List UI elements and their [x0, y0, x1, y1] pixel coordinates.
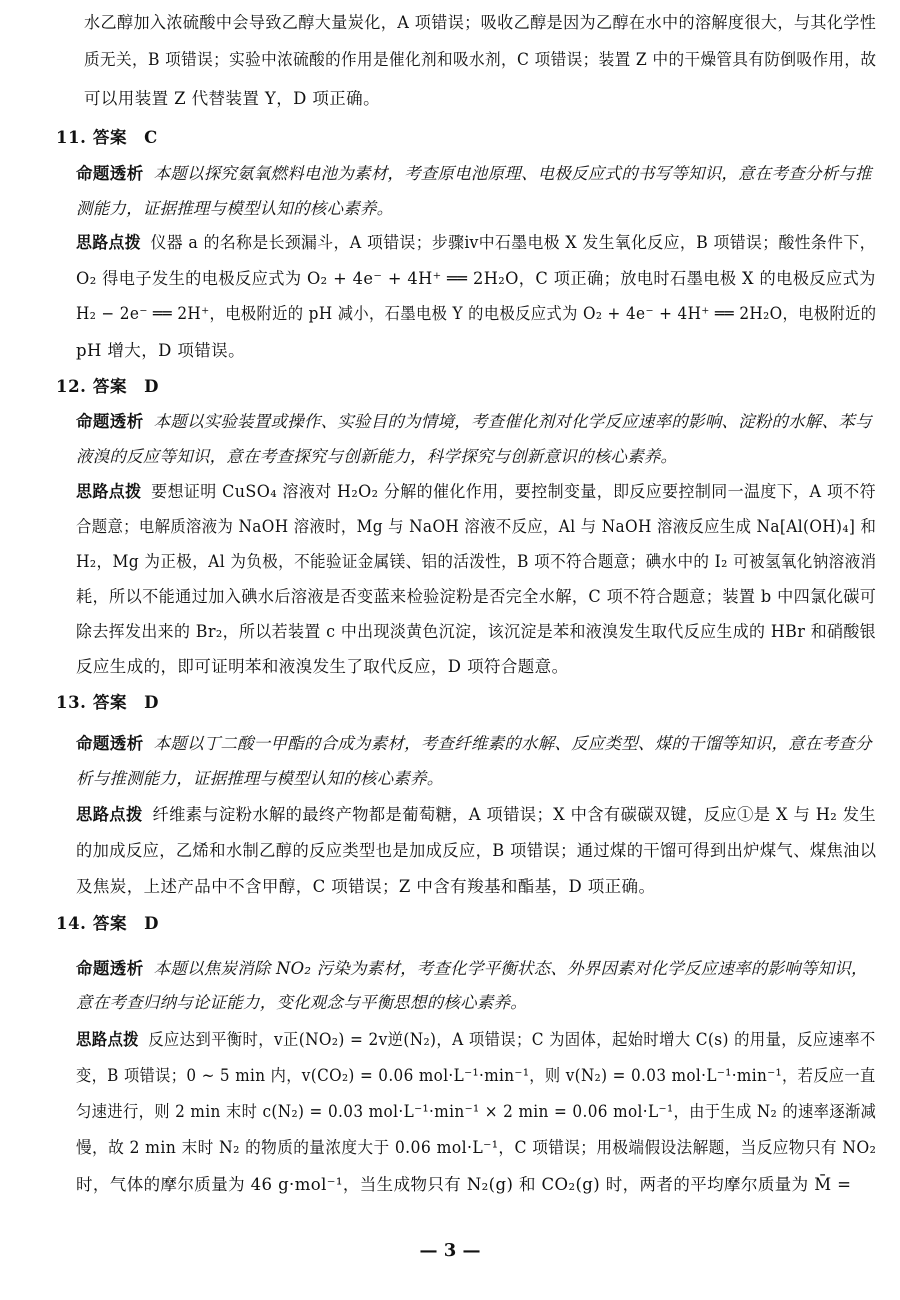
text-line: 质无关，B 项错误；实验中浓硫酸的作用是催化剂和吸水剂，C 项错误；装置 Z 中的干燥管具有防倒吸作用，故: [84, 50, 877, 69]
page-number: — 3 —: [419, 1240, 481, 1261]
answer-heading-12: 12. 答案 D: [56, 377, 160, 396]
text-line: 测能力，证据推理与模型认知的核心素养。: [76, 199, 394, 218]
text-line: 反应生成的，即可证明苯和液溴发生了取代反应，D 项符合题意。: [76, 657, 569, 676]
answer-heading-11: 11. 答案 C: [56, 128, 158, 147]
text-line: 析与推测能力，证据推理与模型认知的核心素养。: [76, 769, 444, 788]
text-line: 时，气体的摩尔质量为 46 g·mol⁻¹，当生成物只有 N₂(g) 和 CO₂(g) 时，两者的平均摩尔质量为 M̄ =: [76, 1175, 852, 1194]
text-line: 思路点拨 要想证明 CuSO₄ 溶液对 H₂O₂ 分解的催化作用，要控制变量，即反应要控制同一温度下，A 项不符: [76, 482, 876, 501]
text-line: 液溴的反应等知识，意在考查探究与创新能力，科学探究与创新意识的核心素养。: [76, 447, 678, 466]
text-line: 可以用装置 Z 代替装置 Y，D 项正确。: [84, 89, 380, 108]
text-line: 思路点拨 纤维素与淀粉水解的最终产物都是葡萄糖，A 项错误；X 中含有碳碳双键，反应①是 X 与 H₂ 发生: [76, 805, 877, 824]
text-line: O₂ 得电子发生的电极反应式为 O₂ + 4e⁻ + 4H⁺ ══ 2H₂O，C 项正确；放电时石墨电极 X 的电极反应式为: [76, 269, 876, 288]
text-line: 慢，故 2 min 末时 N₂ 的物质的量浓度大于 0.06 mol·L⁻¹，C 项错误；用极端假设法解题，当反应物只有 NO₂: [76, 1138, 877, 1157]
text-line: 的加成反应，乙烯和水制乙醇的反应类型也是加成反应，B 项错误；通过煤的干馏可得到出炉煤气、煤焦油以: [76, 841, 877, 860]
text-line: pH 增大，D 项错误。: [76, 341, 245, 360]
text-line: 命题透析 本题以丁二酸一甲酯的合成为素材，考查纤维素的水解、反应类型、煤的干馏等知识，意在考查分: [76, 734, 872, 753]
text-line: 意在考查归纳与论证能力，变化观念与平衡思想的核心素养。: [76, 993, 527, 1012]
text-line: 及焦炭，上述产品中不含甲醇，C 项错误；Z 中含有羧基和酯基，D 项正确。: [76, 877, 656, 896]
text-line: 匀速进行，则 2 min 末时 c(N₂) = 0.03 mol·L⁻¹·min⁻¹ × 2 min = 0.06 mol·L⁻¹，由于生成 N₂ 的速率逐渐减: [76, 1102, 877, 1121]
text-line: 命题透析 本题以焦炭消除 NO₂ 污染为素材，考查化学平衡状态、外界因素对化学反应速率的影响等知识，: [76, 959, 868, 978]
text-line: 命题透析 本题以实验装置或操作、实验目的为情境，考查催化剂对化学反应速率的影响、淀粉的水解、苯与: [76, 412, 872, 431]
text-line: 合题意；电解质溶液为 NaOH 溶液时，Mg 与 NaOH 溶液不反应，Al 与 NaOH 溶液反应生成 Na[Al(OH)₄] 和: [76, 517, 877, 536]
text-line: 除去挥发出来的 Br₂，所以若装置 c 中出现淡黄色沉淀，该沉淀是苯和液溴发生取代反应生成的 HBr 和硝酸银: [76, 622, 877, 641]
text-line: 变，B 项错误；0 ~ 5 min 内，v(CO₂) = 0.06 mol·L⁻¹·min⁻¹，则 v(N₂) = 0.03 mol·L⁻¹·min⁻¹，若反应一直: [76, 1066, 876, 1085]
text-line: 命题透析 本题以探究氨氧燃料电池为素材，考查原电池原理、电极反应式的书写等知识，意在考查分析与推: [76, 164, 872, 183]
text-line: 耗，所以不能通过加入碘水后溶液是否变蓝来检验淀粉是否完全水解，C 项不符合题意；装置 b 中四氯化碳可: [76, 587, 877, 606]
answer-heading-14: 14. 答案 D: [56, 914, 160, 933]
answer-heading-13: 13. 答案 D: [56, 693, 160, 712]
text-line: H₂，Mg 为正极，Al 为负极，不能验证金属镁、铝的活泼性，B 项不符合题意；碘水中的 I₂ 可被氢氧化钠溶液消: [76, 552, 877, 571]
text-line: 水乙醇加入浓硫酸中会导致乙醇大量炭化，A 项错误；吸收乙醇是因为乙醇在水中的溶解度很大，与其化学性: [84, 13, 877, 32]
text-line: 思路点拨 仪器 a 的名称是长颈漏斗，A 项错误；步骤ⅳ中石墨电极 X 发生氧化反应，B 项错误；酸性条件下，: [76, 233, 876, 252]
text-line: 思路点拨 反应达到平衡时，v正(NO₂) = 2v逆(N₂)，A 项错误；C 为固体，起始时增大 C(s) 的用量，反应速率不: [76, 1030, 876, 1049]
text-line: H₂ − 2e⁻ ══ 2H⁺，电极附近的 pH 减小，石墨电极 Y 的电极反应式为 O₂ + 4e⁻ + 4H⁺ ══ 2H₂O，电极附近的: [76, 304, 877, 323]
